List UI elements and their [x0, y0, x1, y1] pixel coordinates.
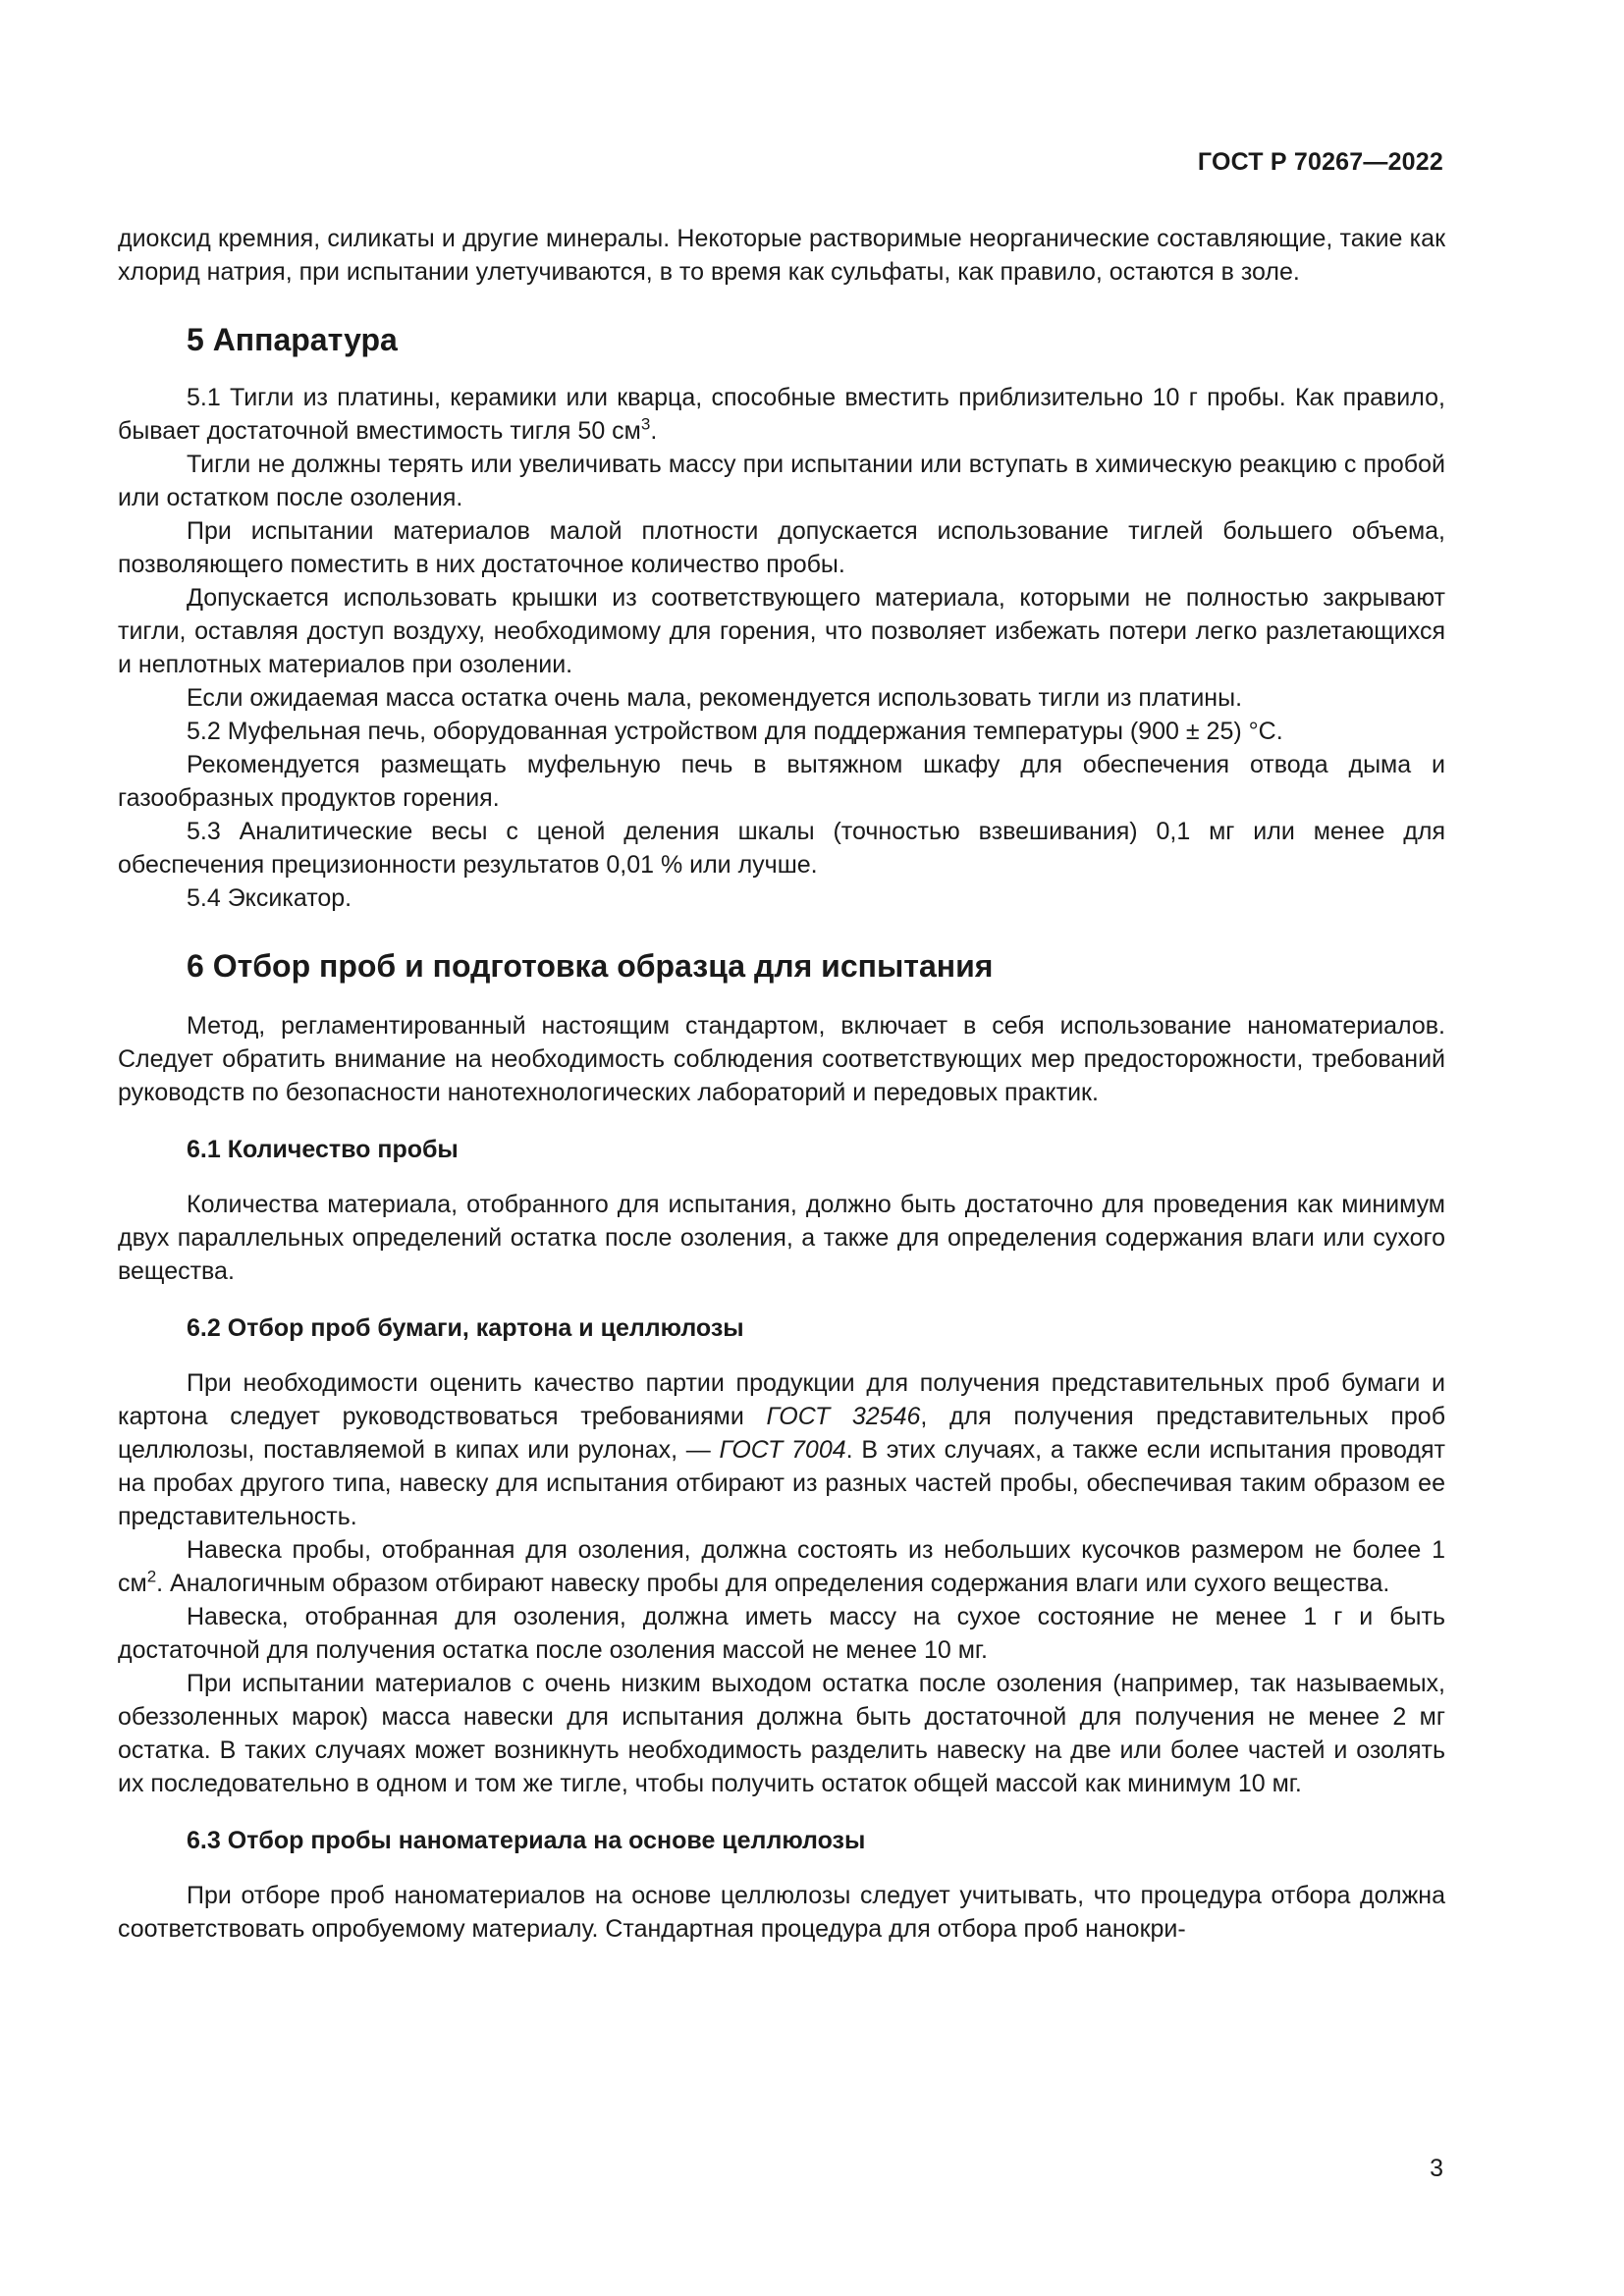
paragraph: Тигли не должны терять или увеличивать массу при испытании или вступать в химическую реакцию с пробой или остатком после озоления.: [118, 451, 1445, 511]
paragraph: Если ожидаемая масса остатка очень мала, рекомендуется использовать тигли из платины.: [187, 684, 1243, 712]
section-5-heading: 5 Аппаратура: [187, 322, 398, 357]
paragraph: Количества материала, отобранного для испытания, должно быть достаточно для проведения как минимум двух параллельных определений остатка после озоления, а также для определения содержания влаги или сухого вещества.: [118, 1191, 1445, 1285]
standard-reference: ГОСТ 7004: [719, 1436, 846, 1464]
page-content: [118, 222, 1445, 1946]
paragraph: Допускается использовать крышки из соответствующего материала, которыми не полностью закрывают тигли, оставляя доступ воздуху, необходимому для горения, что позволяет избежать потери легко разлетающихся и неплотных материалов при озолении.: [118, 584, 1445, 678]
page-number: 3: [1430, 2155, 1443, 2182]
paragraph: Навеска, отобранная для озоления, должна иметь массу на сухое состояние не менее 1 г и быть достаточной для получения остатка после озоления массой не менее 10 мг.: [118, 1603, 1445, 1664]
paragraph: При испытании материалов с очень низким выходом остатка после озоления (например, так называемых, обеззоленных марок) масса навески для испытания должна быть достаточной для получения не менее 2 мг остатка. В таких случаях может возникнуть необходимость разделить навеску на две или более частей и озолять их последовательно в одном и том же тигле, чтобы получить остаток общей массой как минимум 10 мг.: [118, 1670, 1445, 1797]
paragraph-5-4: 5.4 Эксикатор.: [187, 884, 352, 912]
superscript: 2: [146, 1567, 157, 1586]
paragraph: Навеска пробы, отобранная для озоления, должна состоять из небольших кусочков размером не более 1 $см^2$. Аналогичным образом отбирают навеску пробы для определения содержания влаги или сухого вещества.: [118, 1536, 1445, 1597]
paragraph: Рекомендуется размещать муфельную печь в вытяжном шкафу для обеспечения отвода дыма и газообразных продуктов горения.: [118, 751, 1445, 812]
document-header: ГОСТ Р 70267—2022: [1197, 148, 1443, 176]
paragraph-5-2: 5.2 Муфельная печь, оборудованная устройством для поддержания температуры (900 ± 25) °С.: [187, 718, 1283, 745]
intro-paragraph: диоксид кремния, силикаты и другие минералы. Некоторые растворимые неорганические составляющие, такие как хлорид натрия, при испытании улетучиваются, в то время как сульфаты, как правило, остаются в золе.: [118, 225, 1445, 286]
paragraph: При необходимости оценить качество партии продукции для получения представительных проб бумаги и картона следует руководствоваться требованиями ГОСТ 32546, для получения представительных проб целлюлозы, поставляемой в кипах или рулонах, — ГОСТ 7004. В этих случаях, а также если испытания проводят на пробах другого типа, навеску для испытания отбирают из разных частей пробы, обеспечивая таким образом ее представительность.: [118, 1369, 1446, 1530]
paragraph: При испытании материалов малой плотности допускается использование тиглей большего объема, позволяющего поместить в них достаточное количество пробы.: [118, 517, 1445, 578]
paragraph-5-3: 5.3 Аналитические весы с ценой деления шкалы (точностью взвешивания) 0,1 мг или менее для обеспечения прецизионности результатов 0,01 % или лучше.: [118, 818, 1445, 879]
superscript: 3: [640, 414, 651, 434]
paragraph: При отборе проб наноматериалов на основе целлюлозы следует учитывать, что процедура отбора должна соответствовать опробуемому материалу. Стандартная процедура для отбора проб нанокри-: [118, 1882, 1445, 1943]
paragraph: Метод, регламентированный настоящим стандартом, включает в себя использование наноматериалов. Следует обратить внимание на необходимость соблюдения соответствующих мер предосторожности, требований руководств по безопасности нанотехнологических лабораторий и передовых практик.: [118, 1012, 1445, 1106]
subsection-6-1-heading: 6.1 Количество пробы: [187, 1136, 459, 1163]
subsection-6-3-heading: 6.3 Отбор пробы наноматериала на основе целлюлозы: [187, 1827, 866, 1854]
standard-reference: ГОСТ 32546: [766, 1403, 921, 1430]
paragraph-5-1: 5.1 Тигли из платины, керамики или кварца, способные вместить приблизительно 10 г пробы. Как правило, бывает достаточной вместимость тигля 50 $см^3$.: [118, 384, 1445, 445]
section-6-heading: 6 Отбор проб и подготовка образца для испытания: [187, 948, 994, 984]
subsection-6-2-heading: 6.2 Отбор проб бумаги, картона и целлюлозы: [187, 1314, 744, 1342]
